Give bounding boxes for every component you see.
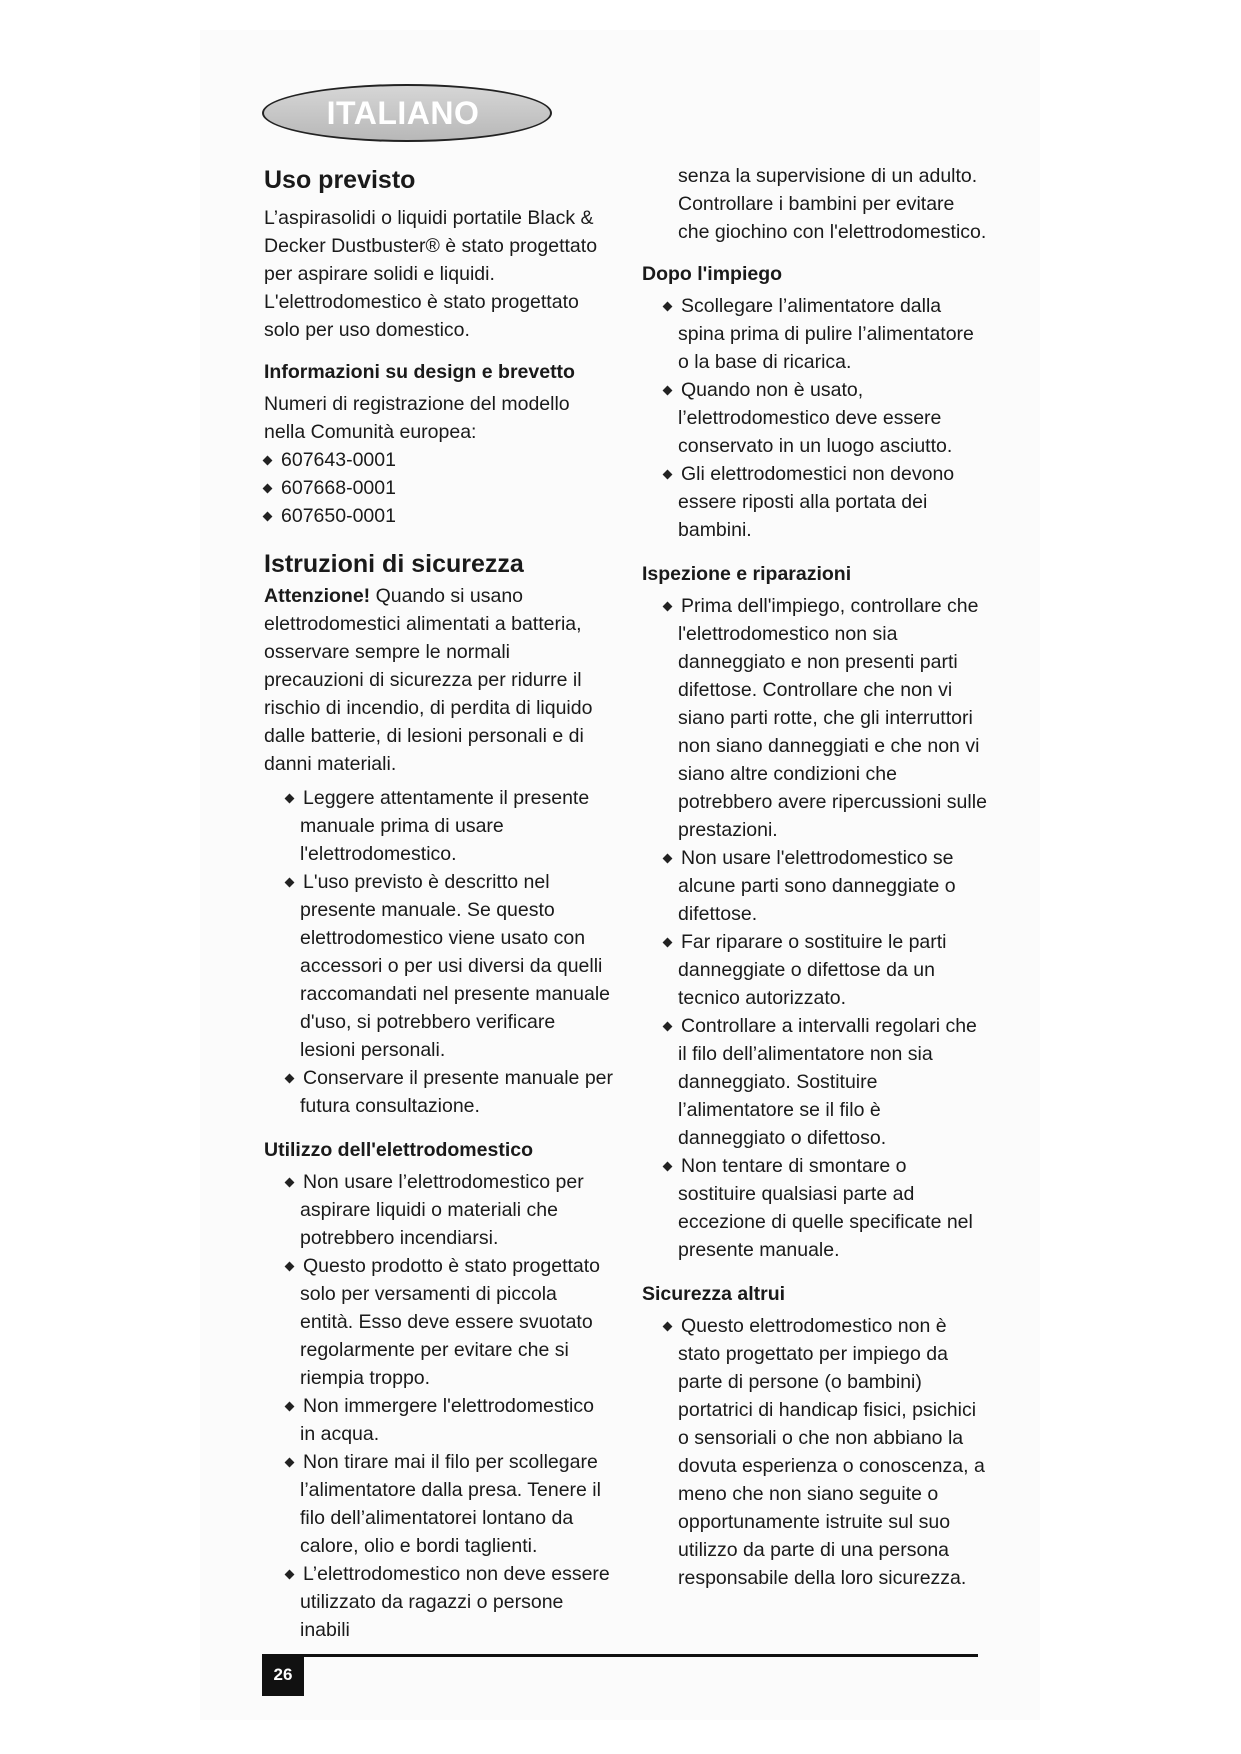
bullet-diamond-icon (663, 470, 673, 480)
list-item: 607668-0001 (264, 474, 614, 502)
list-item: Questo elettrodomestico non è stato progettato per impiego da parte di persone (o bambini) portatrici di handicap fisici, psichici o sensoriali o che non abbiano la dovuta esperienza o conoscenza, a meno che non siano seguite o opportunamente istruite sul suo utilizzo da parte di una persona responsabile della loro sicurezza. (642, 1312, 987, 1592)
bullet-diamond-icon (663, 938, 673, 948)
bullet-diamond-icon (285, 1262, 295, 1272)
list-item: Non immergere l'elettrodomestico in acqua. (264, 1392, 614, 1448)
list-item: Scollegare l’alimentatore dalla spina prima di pulire l’alimentatore o la base di ricarica. (642, 292, 987, 376)
safety-warning-label: Attenzione! (264, 585, 371, 607)
footer-rule (264, 1654, 978, 1657)
list-item: Questo prodotto è stato progettato solo per versamenti di piccola entità. Esso deve essere svuotato regolarmente per evitare che si riempia troppo. (264, 1252, 614, 1392)
right-column (642, 162, 987, 1592)
bullet-diamond-icon (263, 484, 273, 494)
list-item: L'uso previsto è descritto nel presente manuale. Se questo elettrodomestico viene usato con accessori o per usi diversi da quelli raccomandati nel presente manuale d'uso, si potrebbero verificare lesioni personali. (264, 868, 614, 1064)
bullet-diamond-icon (663, 602, 673, 612)
bullet-diamond-icon (285, 1178, 295, 1188)
bullet-diamond-icon (263, 512, 273, 522)
list-item: Leggere attentamente il presente manuale prima di usare l'elettrodomestico. (264, 784, 614, 868)
section-title-appliance-use: Utilizzo dell'elettrodomestico (264, 1139, 534, 1161)
list-item: L’elettrodomestico non deve essere utilizzato da ragazzi o persone inabili (264, 1560, 614, 1644)
others-safety-list (642, 1312, 987, 1592)
list-item: Controllare a intervalli regolari che il filo dell’alimentatore non sia danneggiato. Sostituire l’alimentatore se il filo è danneggiato o difettoso. (642, 1012, 987, 1152)
inspection-list (642, 592, 987, 1264)
bullet-diamond-icon (663, 1322, 673, 1332)
bullet-diamond-icon (285, 878, 295, 888)
bullet-diamond-icon (663, 1022, 673, 1032)
appliance-use-list (264, 1168, 614, 1644)
list-item: Non tentare di smontare o sostituire qualsiasi parte ad eccezione di quelle specificate nel presente manuale. (642, 1152, 987, 1264)
list-item: Non usare l'elettrodomestico se alcune parti sono danneggiate o difettose. (642, 844, 987, 928)
section-title-safety: Istruzioni di sicurezza (264, 550, 524, 578)
left-column (264, 164, 614, 1644)
page-number: 26 (262, 1654, 304, 1696)
design-text: Numeri di registrazione del modello nella Comunità europea: (264, 393, 570, 443)
bullet-diamond-icon (663, 386, 673, 396)
list-item: Conservare il presente manuale per futura consultazione. (264, 1064, 614, 1120)
bullet-diamond-icon (663, 1162, 673, 1172)
bullet-diamond-icon (285, 794, 295, 804)
section-title-inspection: Ispezione e riparazioni (642, 563, 852, 585)
list-item: Non usare l’elettrodomestico per aspirare liquidi o materiali che potrebbero incendiarsi. (264, 1168, 614, 1252)
language-badge (262, 84, 552, 142)
section-title-design: Informazioni su design e brevetto (264, 361, 575, 383)
list-item: Prima dell'impiego, controllare che l'elettrodomestico non sia danneggiato e non presenti parti difettose. Controllare che non vi siano parti rotte, che gli interruttori non siano danneggiati e che non vi siano altre condizioni che potrebbero avere ripercussioni sulle prestazioni. (642, 592, 987, 844)
safety-text: Attenzione! Quando si usano elettrodomestici alimentati a batteria, osservare sempre le normali precauzioni di sicurezza per ridurre il rischio di incendio, di perdita di liquido dalle batterie, di lesioni personali e di danni materiali. (264, 585, 593, 775)
after-use-list (642, 292, 987, 544)
section-title-others-safety: Sicurezza altrui (642, 1283, 786, 1305)
list-item: Non tirare mai il filo per scollegare l’alimentatore dalla presa. Tenere il filo dell’alimentatorei lontano da calore, olio e bordi taglienti. (264, 1448, 614, 1560)
design-list (264, 446, 614, 530)
bullet-diamond-icon (285, 1458, 295, 1468)
language-label: ITALIANO (326, 94, 480, 131)
bullet-diamond-icon (285, 1402, 295, 1412)
bullet-diamond-icon (663, 854, 673, 864)
bullet-diamond-icon (263, 456, 273, 466)
bullet-diamond-icon (663, 302, 673, 312)
bullet-diamond-icon (285, 1074, 295, 1084)
section-title-after-use: Dopo l'impiego (642, 263, 783, 285)
bullet-diamond-icon (285, 1570, 295, 1580)
list-item: Far riparare o sostituire le parti danneggiate o difettose da un tecnico autorizzato. (642, 928, 987, 1012)
list-item: Quando non è usato, l’elettrodomestico deve essere conservato in un luogo asciutto. (642, 376, 987, 460)
list-item: 607643-0001 (264, 446, 614, 474)
safety-list (264, 784, 614, 1120)
continued-text: senza la supervisione di un adulto. Controllare i bambini per evitare che giochino con l'elettrodomestico. (678, 165, 987, 243)
list-item: 607650-0001 (264, 502, 614, 530)
section-title-intended-use: Uso previsto (264, 166, 416, 194)
intended-use-text: L’aspirasolidi o liquidi portatile Black & Decker Dustbuster® è stato progettato per aspirare solidi e liquidi. L'elettrodomestico è stato progettato solo per uso domestico. (264, 207, 598, 341)
list-item: Gli elettrodomestici non devono essere riposti alla portata dei bambini. (642, 460, 987, 544)
